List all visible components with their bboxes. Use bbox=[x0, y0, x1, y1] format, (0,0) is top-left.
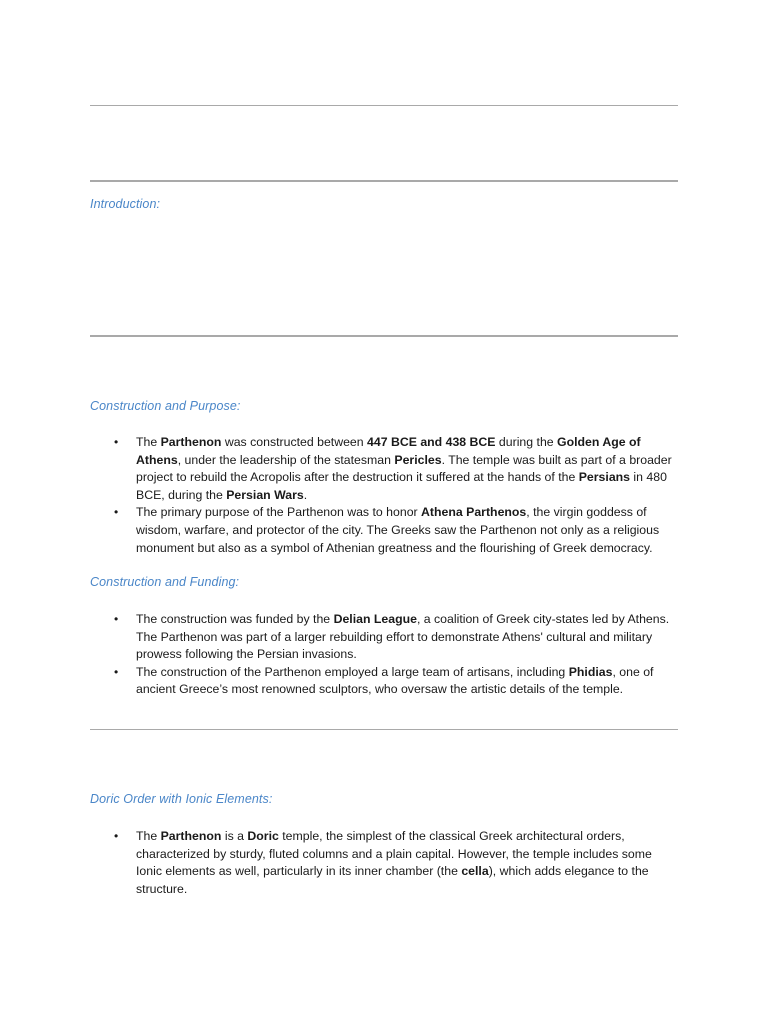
bullet-item bbox=[90, 664, 680, 699]
body-text: The construction was funded by the bbox=[136, 612, 334, 626]
bullet-item bbox=[90, 611, 680, 664]
bold-text: 447 BCE and 438 BCE bbox=[367, 435, 496, 449]
bold-text: Pericles bbox=[394, 452, 442, 467]
heading-construction-purpose: Construction and Purpose: bbox=[90, 399, 241, 413]
heading-doric-order: Doric Order with Ionic Elements: bbox=[90, 792, 273, 806]
list-doric-order bbox=[90, 828, 680, 898]
list-construction-purpose bbox=[90, 434, 680, 557]
body-text: , one of ancient Greece’s most renowned sculptors, who oversaw the artistic details of the temple. bbox=[136, 664, 654, 697]
bullet-item bbox=[90, 504, 680, 557]
bold-text: Persian Wars bbox=[226, 487, 304, 502]
body-text: in 480 BCE, during the bbox=[136, 470, 667, 502]
body-text: ), which adds elegance to the structure. bbox=[136, 864, 649, 896]
body-text: . The temple was built as part of a broader project to rebuild the Acropolis after the destruction it suffered at the hands of the bbox=[136, 452, 672, 485]
divider-section-break bbox=[90, 729, 678, 730]
body-text: during the bbox=[495, 435, 558, 449]
divider-top bbox=[90, 105, 678, 106]
body-text: The primary purpose of the Parthenon was to honor bbox=[136, 505, 422, 520]
heading-construction-funding: Construction and Funding: bbox=[90, 575, 240, 589]
bullet-item bbox=[90, 828, 680, 898]
body-text: The bbox=[136, 829, 161, 843]
body-text: was constructed between bbox=[221, 435, 368, 449]
divider-title-bottom bbox=[90, 180, 678, 182]
bold-text: Athena Parthenos bbox=[421, 505, 527, 520]
bold-text: Delian League bbox=[333, 612, 417, 626]
divider-intro-bottom bbox=[90, 335, 678, 337]
body-text: The construction of the Parthenon employed a large team of artisans, including bbox=[136, 664, 569, 679]
bold-text: Persians bbox=[578, 470, 631, 485]
body-text: . bbox=[303, 487, 308, 502]
bold-text: Doric bbox=[247, 829, 279, 843]
body-text: temple, the simplest of the classical Greek architectural orders, characterized by sturdy, fluted columns and a plain capital. However, the temple includes some Ionic elements as well, particularly in its inner chamber (the bbox=[136, 829, 652, 879]
heading-introduction: Introduction: bbox=[90, 197, 161, 211]
bullet-item bbox=[90, 434, 680, 504]
bold-text: Phidias bbox=[568, 664, 613, 679]
bold-text: Parthenon bbox=[160, 829, 222, 843]
body-text: , the virgin goddess of wisdom, warfare, and protector of the city. The Greeks saw the Parthenon not only as a religious monument but also as a symbol of Athenian greatness and the flourishing of Greek democracy. bbox=[136, 505, 660, 555]
list-construction-funding bbox=[90, 611, 680, 699]
body-text: , a coalition of Greek city-states led by Athens. The Parthenon was part of a larger rebuilding effort to demonstrate Athens' cultural and military prowess following the Persian invasions. bbox=[136, 612, 670, 662]
body-text: The bbox=[136, 435, 161, 449]
bold-text: Golden Age of Athens bbox=[136, 435, 641, 467]
body-text: , under the leadership of the statesman bbox=[177, 452, 395, 467]
bold-text: cella bbox=[461, 864, 489, 879]
body-text: is a bbox=[221, 829, 248, 843]
bold-text: Parthenon bbox=[160, 435, 222, 449]
